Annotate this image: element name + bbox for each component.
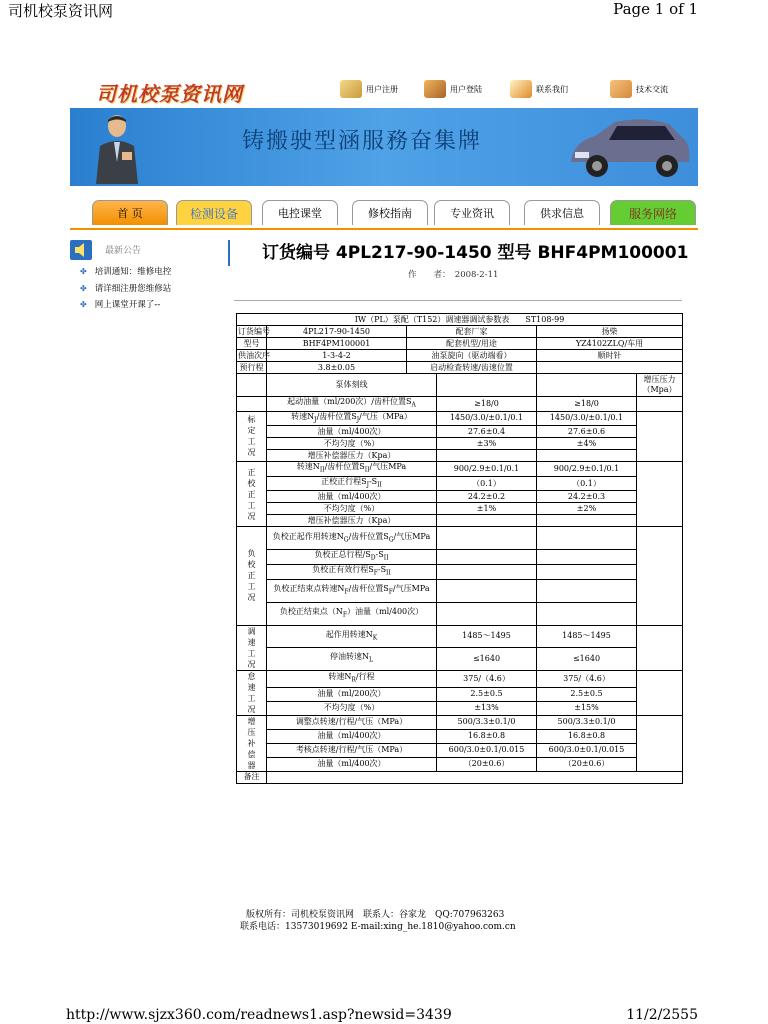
param-text: -S xyxy=(368,476,378,486)
param-label xyxy=(267,625,437,648)
value-cell: 27.6±0.4 xyxy=(437,426,537,438)
info-key: 供油次序 xyxy=(238,350,270,360)
print-footer-date: 11/2/2555 xyxy=(626,1007,698,1023)
param-label xyxy=(267,397,437,412)
contact-line: 联系电话：13573019692 E-mail:xing_he.1810@yahoo.com.cn xyxy=(240,922,516,932)
main-nav xyxy=(70,198,698,230)
table-cell xyxy=(537,374,637,397)
value-cell xyxy=(437,579,537,602)
table-row xyxy=(237,374,683,397)
table-row xyxy=(237,687,683,701)
bullet-icon: ✤ xyxy=(80,266,87,276)
param-subscript: K xyxy=(372,634,378,642)
column-header: 泵体刻线 xyxy=(267,374,437,397)
print-header-site: 司机校泵资讯网 xyxy=(8,2,114,20)
param-text: ）油量（ml/400次） xyxy=(347,606,424,616)
value-cell: 16.8±0.8 xyxy=(537,729,637,743)
param-text: /齿杆位置S xyxy=(316,411,357,421)
boost-cell xyxy=(637,715,683,771)
info-key: 订货编号 xyxy=(238,326,270,336)
param-label xyxy=(267,715,437,729)
info-value: YZ4102ZLQ/车用 xyxy=(537,338,683,350)
value-cell: 900/2.9±0.1/0.1 xyxy=(537,462,637,477)
value-cell xyxy=(537,550,637,565)
param-label xyxy=(267,462,437,477)
param-subscript: R xyxy=(351,676,356,684)
announcements-title: 最新公告 xyxy=(105,246,142,256)
param-subscript: II xyxy=(319,466,325,474)
param-subscript: J xyxy=(366,481,369,489)
param-subscript: F xyxy=(342,611,348,619)
value-cell: （0.1） xyxy=(537,476,637,491)
param-subscript: II xyxy=(364,466,370,474)
info-key: 油泵旋向（驱动端看） xyxy=(407,350,537,362)
table-row xyxy=(237,625,683,648)
param-subscript: J xyxy=(314,416,317,424)
param-label xyxy=(267,503,437,515)
param-text: 不均匀度（%） xyxy=(323,438,380,448)
boost-cell xyxy=(637,625,683,670)
contact-link[interactable] xyxy=(510,80,568,98)
speaker-icon xyxy=(70,240,92,260)
param-text: 增压补偿器压力（Kpa） xyxy=(307,515,396,525)
info-value: 3.8±0.05 xyxy=(267,362,407,374)
value-cell xyxy=(537,450,637,462)
param-label xyxy=(267,701,437,715)
table-row xyxy=(237,515,683,527)
table-cell xyxy=(237,397,267,412)
login-link-label: 用户登陆 xyxy=(450,84,482,94)
value-cell xyxy=(437,564,537,579)
param-text: 停油转速N xyxy=(330,652,369,662)
books-icon xyxy=(610,80,632,98)
site-logo[interactable]: 司机校泵资讯网 xyxy=(96,82,243,106)
param-label xyxy=(267,426,437,438)
table-row xyxy=(237,550,683,565)
nav-supply-demand[interactable]: 供求信息 xyxy=(524,200,600,225)
table-cell xyxy=(237,374,267,397)
param-subscript: II xyxy=(386,569,391,577)
login-link[interactable] xyxy=(424,80,482,98)
param-text: /气压MPa xyxy=(393,531,431,541)
spec-table xyxy=(236,313,683,784)
param-subscript: L xyxy=(369,656,373,664)
param-subscript: F xyxy=(373,569,378,577)
param-text: 油量（ml/400次） xyxy=(317,426,386,436)
value-cell: 1485～1495 xyxy=(537,625,637,648)
info-value: BHF4PM100001 xyxy=(267,338,407,350)
value-cell xyxy=(437,515,537,527)
value-cell: 375/（4.6） xyxy=(437,670,537,687)
value-cell: ≥18/0 xyxy=(537,397,637,412)
info-key: 预行程 xyxy=(237,362,267,374)
table-row xyxy=(237,715,683,729)
register-link-label: 用户注册 xyxy=(366,84,398,94)
param-subscript: II xyxy=(383,554,389,562)
param-subscript: F xyxy=(388,588,393,596)
value-cell xyxy=(437,550,537,565)
param-text: 转速N xyxy=(296,462,320,472)
param-text: /齿杆位置S xyxy=(348,531,389,541)
table-row xyxy=(237,450,683,462)
table-row xyxy=(237,426,683,438)
info-value: 4PL217-90-1450 xyxy=(267,326,407,338)
group-label: 正校正工况 xyxy=(237,462,267,527)
value-cell: 500/3.3±0.1/0 xyxy=(537,715,637,729)
param-text: -S xyxy=(377,564,387,574)
value-cell: 1450/3.0/±0.1/0.1 xyxy=(537,411,637,426)
param-text: 调整点转速/行程/气压（MPa） xyxy=(295,717,408,727)
boost-cell xyxy=(637,462,683,527)
value-cell: 1485～1495 xyxy=(437,625,537,648)
nav-ecu-class[interactable]: 电控课堂 xyxy=(262,200,338,225)
param-text: 油量（ml/400次） xyxy=(317,759,386,769)
param-text: 油量（ml/200次） xyxy=(317,689,386,699)
nav-news[interactable]: 专业资讯 xyxy=(434,200,510,225)
param-label xyxy=(267,515,437,527)
param-text: /气压MPa xyxy=(392,583,430,593)
car-image xyxy=(565,112,693,182)
group-label: 怠速工况 xyxy=(237,670,267,715)
value-cell: ±3% xyxy=(437,438,537,450)
print-footer-url: http://www.sjzx360.com/readnews1.asp?newsid=3439 xyxy=(66,1007,452,1023)
table-row xyxy=(237,397,683,412)
table-row xyxy=(237,503,683,515)
tech-link[interactable] xyxy=(610,80,668,98)
param-label xyxy=(267,564,437,579)
announcement-item[interactable] xyxy=(80,298,160,310)
param-text: 负校正总行程/S xyxy=(314,550,371,560)
title-divider xyxy=(228,240,230,266)
login-icon xyxy=(424,80,446,98)
param-subscript: D xyxy=(370,554,376,562)
param-text: 起动油量（ml/200次）/齿杆位置S xyxy=(287,397,412,406)
value-cell xyxy=(537,602,637,625)
article-rule xyxy=(234,300,682,301)
article-title: 订货编号 4PL217-90-1450 型号 BHF4PM100001 xyxy=(262,243,689,263)
value-cell: 2.5±0.5 xyxy=(437,687,537,701)
param-label xyxy=(267,491,437,503)
param-text: 油量（ml/400次） xyxy=(317,731,386,741)
bullet-icon: ✤ xyxy=(80,283,87,293)
param-text: -S xyxy=(375,550,384,560)
param-subscript: A xyxy=(411,401,416,409)
value-cell xyxy=(537,564,637,579)
param-label xyxy=(267,670,437,687)
group-label: 标定工况 xyxy=(237,411,267,462)
announcement-text: 请详细注册您维修站 xyxy=(94,284,172,294)
group-label: 负校正工况 xyxy=(237,527,267,625)
info-key: 型号 xyxy=(237,338,267,350)
param-text: 转速N xyxy=(328,671,352,681)
announcement-text: 网上课堂开课了-- xyxy=(94,300,161,310)
table-row xyxy=(237,462,683,477)
value-cell: ±13% xyxy=(437,701,537,715)
table-row xyxy=(237,701,683,715)
author-label: 作 者： xyxy=(408,270,447,280)
remark-value xyxy=(267,771,683,783)
param-text: 油量（ml/400次） xyxy=(317,491,386,501)
param-text: 负校正起作用转速N xyxy=(272,531,344,541)
businessman-image xyxy=(92,112,142,184)
param-label xyxy=(267,602,437,625)
param-label xyxy=(267,476,437,491)
value-cell xyxy=(437,602,537,625)
banner-slogan: 铸搬驶型涵服務奋集牌 xyxy=(242,129,483,154)
param-text: /气压（MPa） xyxy=(359,411,412,421)
table-row xyxy=(237,338,683,350)
value-cell xyxy=(537,527,637,550)
table-row xyxy=(237,670,683,687)
param-label xyxy=(267,687,437,701)
table-row xyxy=(237,476,683,491)
info-value: 扬柴 xyxy=(537,326,683,338)
param-label xyxy=(267,743,437,757)
param-subscript: J xyxy=(356,416,360,424)
value-cell xyxy=(437,450,537,462)
table-row xyxy=(237,527,683,550)
param-text: 负校正有效行程S xyxy=(312,564,374,574)
top-links xyxy=(340,76,700,100)
info-key: 配套机型/用途 xyxy=(407,338,537,350)
value-cell: ≥18/0 xyxy=(437,397,537,412)
value-cell: 24.2±0.2 xyxy=(437,491,537,503)
announcement-text: 培训通知：维修电控 xyxy=(94,267,172,277)
value-cell: （20±0.6） xyxy=(537,757,637,771)
value-cell xyxy=(537,579,637,602)
value-cell: ±15% xyxy=(537,701,637,715)
param-label xyxy=(267,648,437,671)
table-row xyxy=(237,326,683,338)
tech-link-label: 技术交流 xyxy=(636,84,668,94)
register-icon xyxy=(340,80,362,98)
table-row xyxy=(237,729,683,743)
value-cell: ±1% xyxy=(437,503,537,515)
param-text: 考核点转速/行程/气压（MPa） xyxy=(295,745,408,755)
param-label xyxy=(267,729,437,743)
param-subscript: II xyxy=(377,481,382,489)
param-text: 起作用转速N xyxy=(325,629,373,639)
table-row xyxy=(237,314,683,326)
table-row xyxy=(237,648,683,671)
param-label xyxy=(267,550,437,565)
value-cell: （0.1） xyxy=(437,476,537,491)
contact-link-label: 联系我们 xyxy=(536,84,568,94)
pencil-icon xyxy=(510,80,532,98)
column-header: 增压压力（Mpa） xyxy=(637,374,683,397)
param-label xyxy=(267,757,437,771)
nav-home[interactable]: 首 页 xyxy=(92,200,168,225)
print-header-page: Page 1 of 1 xyxy=(613,0,698,18)
banner xyxy=(70,108,698,186)
value-cell xyxy=(437,527,537,550)
value-cell: 27.6±0.6 xyxy=(537,426,637,438)
param-label xyxy=(267,438,437,450)
param-text: 正校正行程S xyxy=(321,476,367,486)
param-label xyxy=(267,411,437,426)
table-row xyxy=(237,602,683,625)
table-row xyxy=(237,491,683,503)
info-value xyxy=(537,362,683,374)
value-cell: ≤1640 xyxy=(537,648,637,671)
nav-repair-guide[interactable]: 修校指南 xyxy=(352,200,428,225)
group-label: 调速工况 xyxy=(237,625,267,670)
article-meta xyxy=(408,268,498,280)
announcement-item[interactable] xyxy=(80,265,171,277)
param-label xyxy=(267,450,437,462)
table-row xyxy=(237,757,683,771)
value-cell: 1450/3.0/±0.1/0.1 xyxy=(437,411,537,426)
value-cell: 375/（4.6） xyxy=(537,670,637,687)
table-row xyxy=(237,771,683,783)
table-row xyxy=(237,564,683,579)
table-row xyxy=(237,579,683,602)
copyright-line: 版权所有：司机校泵资讯网 联系人：谷家龙 QQ:707963263 xyxy=(246,910,505,920)
value-cell: 500/3.3±0.1/0 xyxy=(437,715,537,729)
value-cell: ±2% xyxy=(537,503,637,515)
value-cell: ≤1640 xyxy=(437,648,537,671)
register-link[interactable] xyxy=(340,80,398,98)
value-cell: 900/2.9±0.1/0.1 xyxy=(437,462,537,477)
param-text: /齿杆位置S xyxy=(348,583,389,593)
value-cell: 24.2±0.3 xyxy=(537,491,637,503)
table-cell xyxy=(437,374,537,397)
remark-label: 备注 xyxy=(237,771,267,783)
info-value: 1-3-4-2 xyxy=(267,350,407,362)
value-cell: 600/3.0±0.1/0.015 xyxy=(537,743,637,757)
value-cell xyxy=(537,515,637,527)
info-key: 配套厂家 xyxy=(407,326,537,338)
param-text: 不均匀度（%） xyxy=(323,703,380,713)
value-cell: 16.8±0.8 xyxy=(437,729,537,743)
param-text: 不均匀度（%） xyxy=(323,503,380,513)
table-row xyxy=(237,438,683,450)
param-text: 负校正结束点转速N xyxy=(273,583,345,593)
param-subscript: G xyxy=(343,536,349,544)
nav-service-network[interactable]: 服务网络 xyxy=(610,200,696,225)
boost-cell xyxy=(637,670,683,715)
table-caption: IW（PL）泵配（T152）调速器调试参数表 ST108-99 xyxy=(237,314,683,326)
table-cell xyxy=(637,397,683,412)
param-text: /气压MPa xyxy=(369,462,407,472)
param-subscript: G xyxy=(388,536,394,544)
param-text: /齿杆位置S xyxy=(324,462,365,472)
param-text: 转速N xyxy=(291,411,315,421)
table-row xyxy=(237,411,683,426)
param-subscript: F xyxy=(344,588,349,596)
param-text: 增压补偿器压力（Kpa） xyxy=(307,450,396,460)
group-label: 增压补偿器 xyxy=(237,715,267,771)
table-row xyxy=(237,362,683,374)
boost-cell xyxy=(637,527,683,625)
value-cell: 2.5±0.5 xyxy=(537,687,637,701)
info-value: 顺时针 xyxy=(537,350,683,362)
announcement-item[interactable] xyxy=(80,282,171,294)
value-cell: （20±0.6） xyxy=(437,757,537,771)
param-text: /行程 xyxy=(355,671,375,681)
param-text: 负校正结束点（N xyxy=(279,606,343,616)
article-date: 2008-2-11 xyxy=(454,270,499,280)
info-key: 启动检查转速/齿速位置 xyxy=(407,362,537,374)
value-cell: 600/3.0±0.1/0.015 xyxy=(437,743,537,757)
nav-test-equipment[interactable]: 检测设备 xyxy=(176,200,252,225)
table-row xyxy=(237,743,683,757)
bullet-icon: ✤ xyxy=(80,299,87,309)
value-cell: ±4% xyxy=(537,438,637,450)
param-label xyxy=(267,579,437,602)
boost-cell xyxy=(637,411,683,462)
param-label xyxy=(267,527,437,550)
table-row xyxy=(237,350,683,362)
